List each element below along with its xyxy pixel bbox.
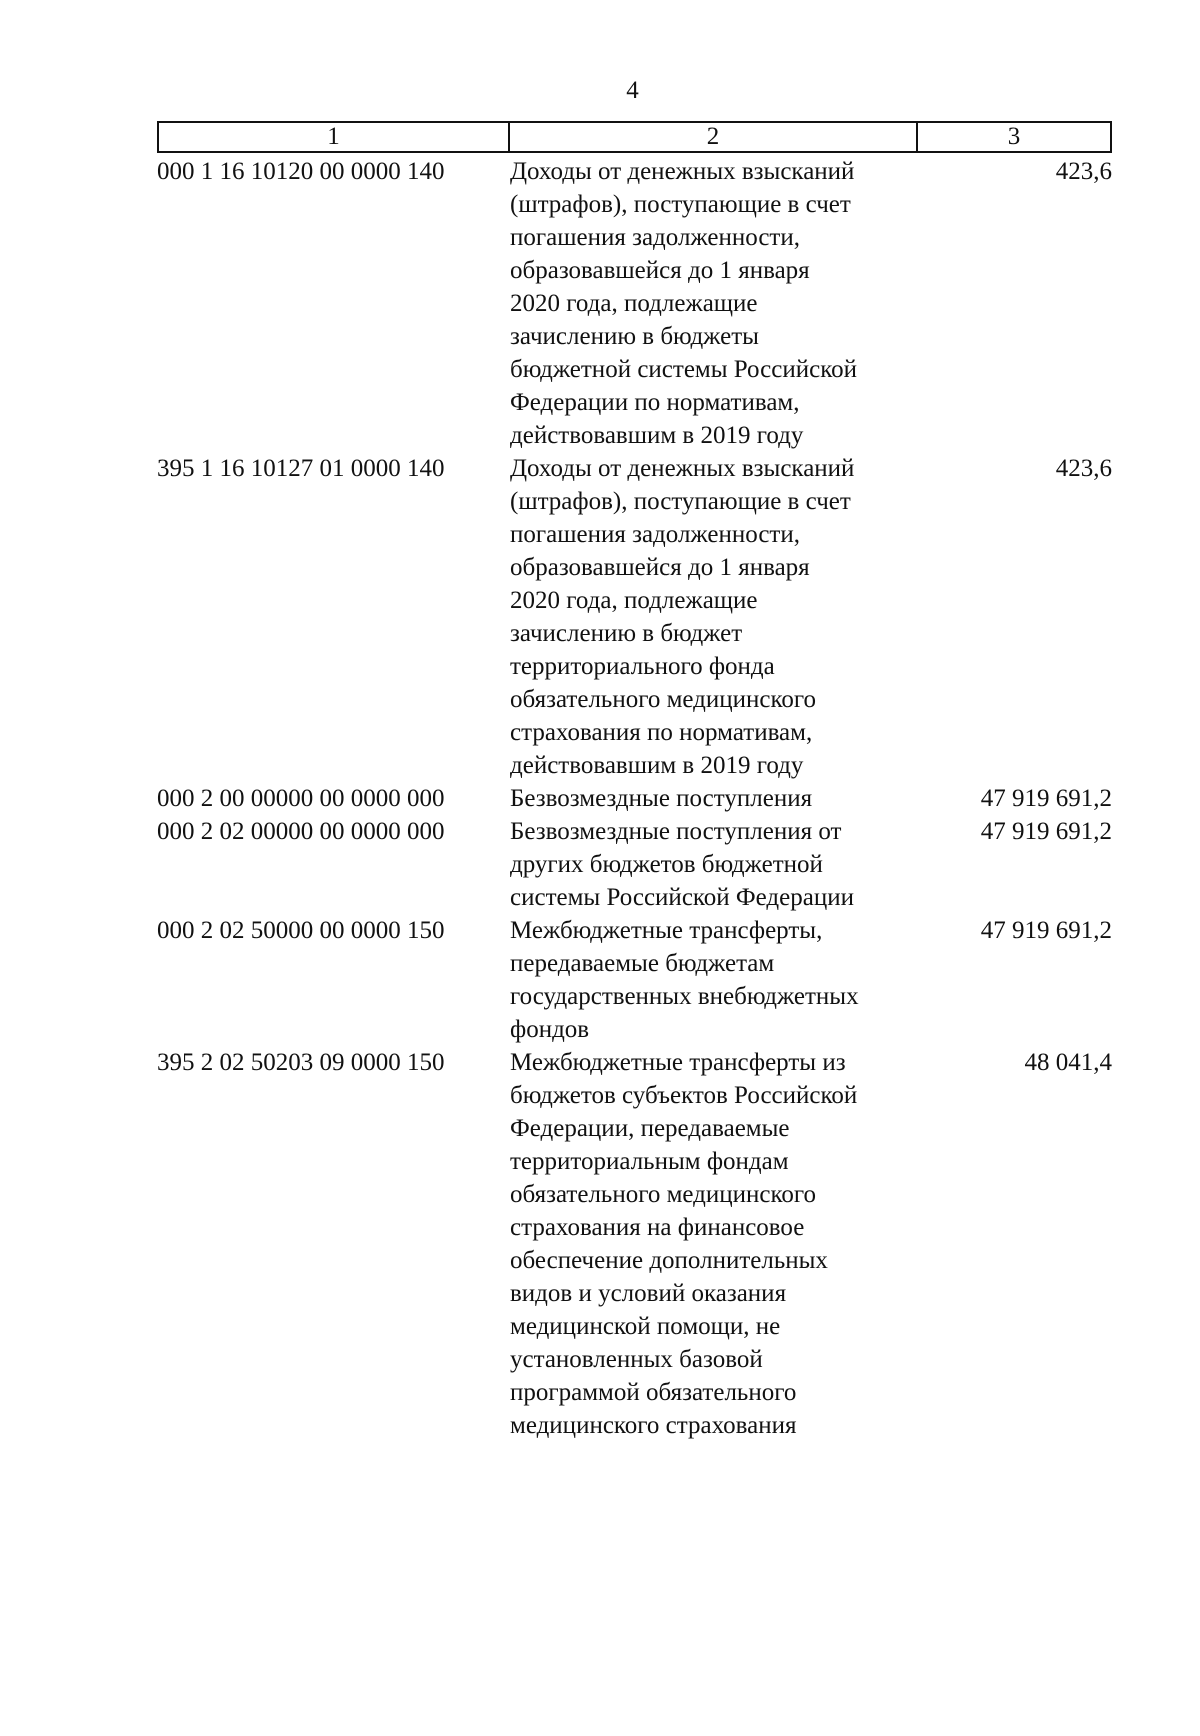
table-body xyxy=(157,155,1112,1442)
description-line: фондов xyxy=(510,1016,590,1043)
description-line: территориального фонда xyxy=(510,653,775,680)
description-line: системы Российской Федерации xyxy=(510,884,854,911)
description-line: бюджетной системы Российской xyxy=(510,356,857,383)
amount: 47 919 691,2 xyxy=(980,785,1112,812)
description-line: страхования по нормативам, xyxy=(510,719,813,746)
description-line: Доходы от денежных взысканий xyxy=(510,455,855,482)
income-description xyxy=(508,914,916,1046)
amount: 47 919 691,2 xyxy=(980,818,1112,845)
description-line: обязательного медицинского xyxy=(510,686,817,713)
description-line: медицинской помощи, не xyxy=(510,1313,781,1340)
description-line: действовавшим в 2019 году xyxy=(510,752,804,779)
description-line: государственных внебюджетных xyxy=(510,983,859,1010)
description-line: обеспечение дополнительных xyxy=(510,1247,828,1274)
header-col-2: 2 xyxy=(510,123,918,151)
description-line: Безвозмездные поступления xyxy=(510,785,813,812)
description-line: (штрафов), поступающие в счет xyxy=(510,191,851,218)
description-line: действовавшим в 2019 году xyxy=(510,422,804,449)
budget-code: 000 2 02 50000 00 0000 150 xyxy=(157,917,445,944)
budget-code: 000 1 16 10120 00 0000 140 xyxy=(157,158,445,185)
description-line: зачислению в бюджет xyxy=(510,620,743,647)
description-line: страхования на финансовое xyxy=(510,1214,805,1241)
description-line: Федерации, передаваемые xyxy=(510,1115,790,1142)
amount: 423,6 xyxy=(1055,158,1112,185)
description-line: образовавшейся до 1 января xyxy=(510,554,810,581)
description-line: 2020 года, подлежащие xyxy=(510,290,758,317)
description-line: других бюджетов бюджетной xyxy=(510,851,823,878)
income-description xyxy=(508,1046,916,1442)
description-line: Межбюджетные трансферты из xyxy=(510,1049,846,1076)
description-line: образовавшейся до 1 января xyxy=(510,257,810,284)
description-line: передаваемые бюджетам xyxy=(510,950,775,977)
table-row xyxy=(157,1046,1112,1442)
income-description xyxy=(508,815,916,914)
description-line: Федерации по нормативам, xyxy=(510,389,800,416)
table-row xyxy=(157,914,1112,1046)
page-number: 4 xyxy=(626,77,639,104)
description-line: погашения задолженности, xyxy=(510,224,800,251)
description-line: бюджетов субъектов Российской xyxy=(510,1082,858,1109)
table-row xyxy=(157,452,1112,782)
income-description xyxy=(508,782,916,815)
description-line: Безвозмездные поступления от xyxy=(510,818,842,845)
header-col-3: 3 xyxy=(1007,123,1021,150)
amount: 423,6 xyxy=(1055,455,1112,482)
header-col-1: 1 xyxy=(159,123,510,151)
description-line: обязательного медицинского xyxy=(510,1181,817,1208)
budget-code: 000 2 00 00000 00 0000 000 xyxy=(157,785,445,812)
amount: 47 919 691,2 xyxy=(980,917,1112,944)
description-line: территориальным фондам xyxy=(510,1148,789,1175)
table-header-row xyxy=(157,121,1112,153)
budget-code: 395 2 02 50203 09 0000 150 xyxy=(157,1049,445,1076)
description-line: установленных базовой xyxy=(510,1346,763,1373)
description-line: Доходы от денежных взысканий xyxy=(510,158,855,185)
description-line: медицинского страхования xyxy=(510,1412,797,1439)
description-line: Межбюджетные трансферты, xyxy=(510,917,823,944)
table-row xyxy=(157,782,1112,815)
income-description xyxy=(508,452,916,782)
description-line: программой обязательного xyxy=(510,1379,797,1406)
table-row xyxy=(157,815,1112,914)
description-line: видов и условий оказания xyxy=(510,1280,787,1307)
budget-code: 395 1 16 10127 01 0000 140 xyxy=(157,455,445,482)
budget-code: 000 2 02 00000 00 0000 000 xyxy=(157,818,445,845)
income-description xyxy=(508,155,916,452)
description-line: (штрафов), поступающие в счет xyxy=(510,488,851,515)
description-line: погашения задолженности, xyxy=(510,521,800,548)
description-line: зачислению в бюджеты xyxy=(510,323,759,350)
amount: 48 041,4 xyxy=(1024,1049,1112,1076)
description-line: 2020 года, подлежащие xyxy=(510,587,758,614)
table-row xyxy=(157,155,1112,452)
